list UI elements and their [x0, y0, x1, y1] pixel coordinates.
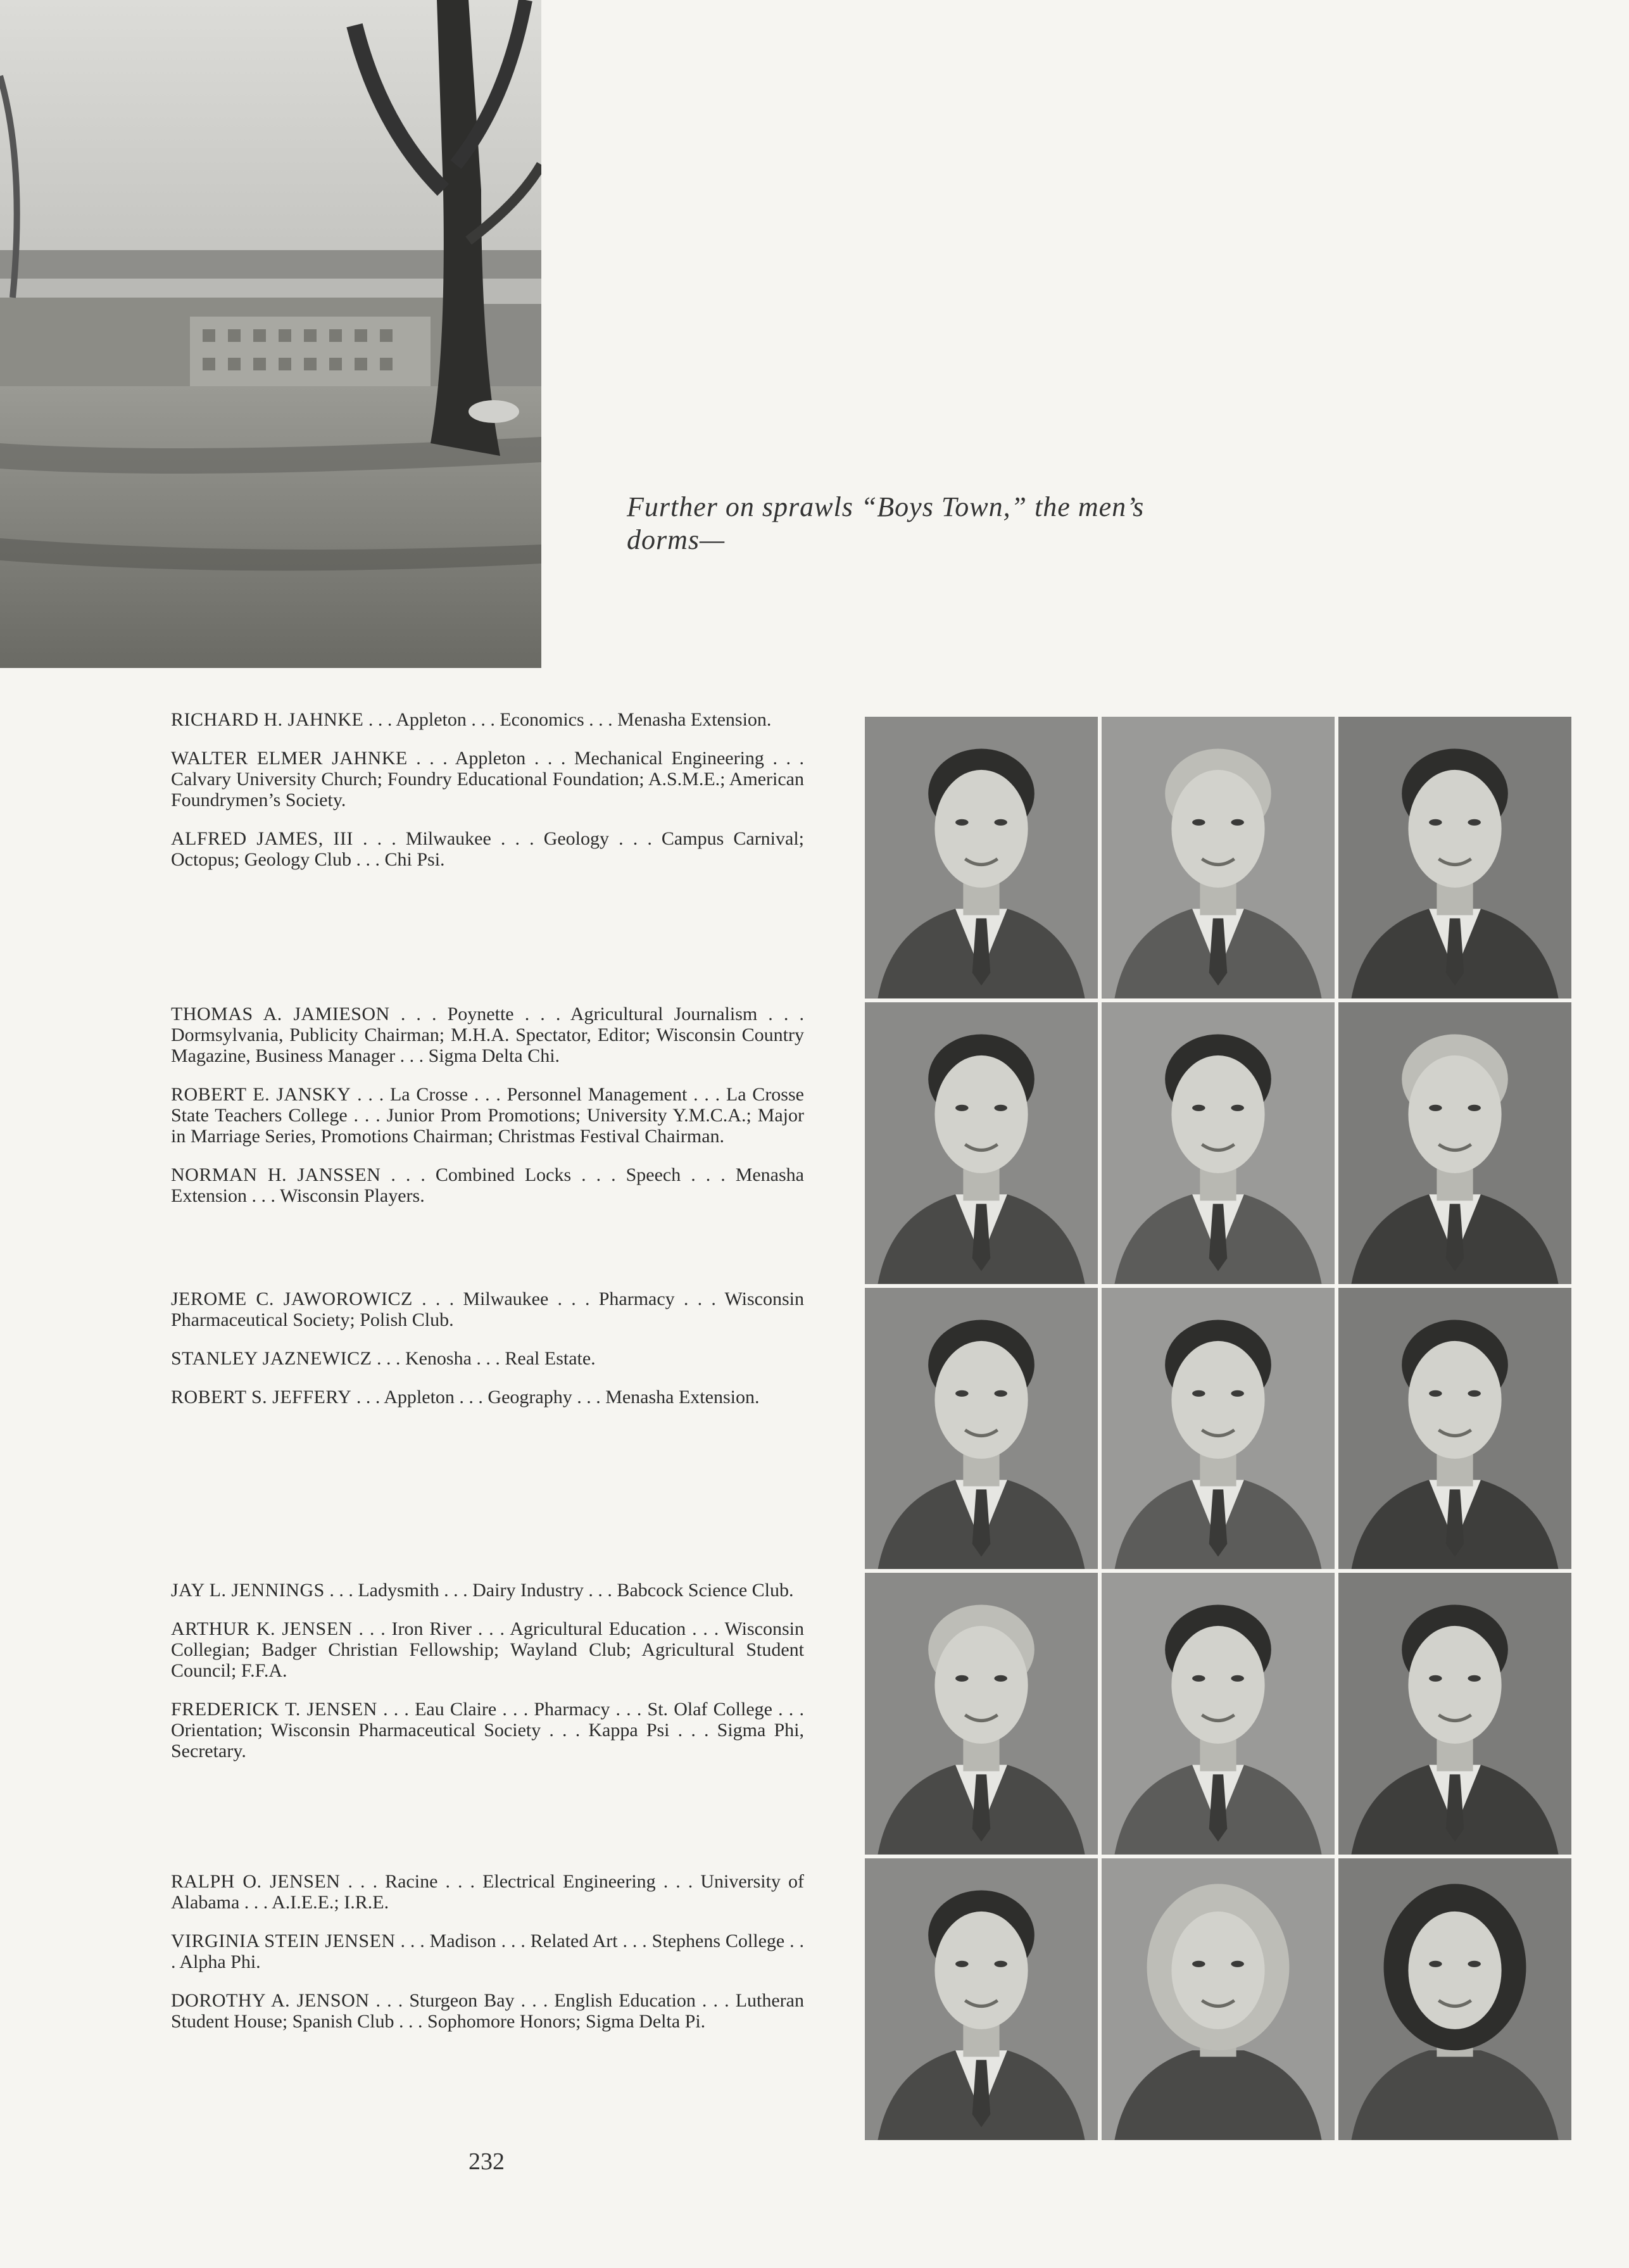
portrait-photo	[865, 1002, 1098, 1284]
student-entry	[171, 1004, 804, 1066]
student-entry	[171, 709, 804, 730]
portrait-photo	[1102, 1002, 1335, 1284]
student-portrait	[1338, 717, 1571, 999]
portrait-photo	[865, 1288, 1098, 1570]
student-portrait	[865, 1858, 1098, 2140]
student-portrait	[865, 1573, 1098, 1855]
student-entry	[171, 1084, 804, 1147]
student-entry	[171, 1931, 804, 1972]
student-name: STANLEY JAZNEWICZ	[171, 1348, 372, 1369]
portrait-photo	[1338, 1002, 1571, 1284]
portrait-photo	[865, 1858, 1098, 2140]
photo-caption: Further on sprawls “Boys Town,” the men’s dorms—	[627, 491, 1145, 555]
student-details: . . . Combined Locks . . . Speech . . . Menasha Extension . . . Wisconsin Players.	[171, 1164, 804, 1206]
campus-landscape-image	[0, 0, 541, 668]
student-entry	[171, 1871, 804, 1913]
student-portrait	[865, 1288, 1098, 1570]
student-entry	[171, 828, 804, 870]
portrait-photo	[865, 717, 1098, 999]
student-name: ROBERT E. JANSKY	[171, 1084, 351, 1105]
student-details: . . . Appleton . . . Geography . . . Menasha Extension.	[351, 1387, 760, 1408]
entry-group-3	[171, 1288, 804, 1425]
student-name: THOMAS A. JAMIESON	[171, 1004, 390, 1024]
student-details: . . . Appleton . . . Economics . . . Menasha Extension.	[363, 709, 772, 730]
campus-photo	[0, 0, 541, 668]
student-name: JEROME C. JAWOROWICZ	[171, 1288, 413, 1309]
student-details: . . . Ladysmith . . . Dairy Industry . . . Babcock Science Club.	[324, 1580, 794, 1601]
student-entry	[171, 1164, 804, 1206]
portrait-photo	[1102, 1288, 1335, 1570]
portrait-photo	[1338, 1573, 1571, 1855]
portrait-photo	[865, 1573, 1098, 1855]
student-details: . . . Poynette . . . Agricultural Journalism . . . Dormsylvania, Publicity Chairman; M.H.A. Spectator, Editor; Wisconsin Country Magazine, Business Manager . . . Sigma Delta Chi.	[171, 1004, 804, 1066]
page-number: 232	[469, 2148, 505, 2175]
student-name: RICHARD H. JAHNKE	[171, 709, 364, 730]
student-name: ALFRED JAMES, III	[171, 828, 353, 849]
student-portrait	[1338, 1858, 1571, 2140]
entry-group-5	[171, 1871, 804, 2050]
portrait-photo	[1338, 1858, 1571, 2140]
student-details: . . . Milwaukee . . . Geology . . . Campus Carnival; Octopus; Geology Club . . . Chi Psi.	[171, 828, 805, 870]
student-portrait	[1102, 717, 1335, 999]
student-portrait	[1338, 1002, 1571, 1284]
portrait-photo	[1338, 1288, 1571, 1570]
student-entry	[171, 1348, 804, 1369]
student-name: RALPH O. JENSEN	[171, 1871, 341, 1892]
portrait-grid	[865, 717, 1571, 2140]
student-portrait	[1102, 1002, 1335, 1284]
student-entry	[171, 1618, 804, 1681]
student-entry	[171, 1580, 804, 1601]
student-entry	[171, 1699, 804, 1761]
student-name: ROBERT S. JEFFERY	[171, 1387, 352, 1408]
student-details: . . . Milwaukee . . . Pharmacy . . . Wisconsin Pharmaceutical Society; Polish Club.	[171, 1288, 804, 1330]
student-entry	[171, 1288, 804, 1330]
student-entry	[171, 748, 804, 810]
student-portrait	[1338, 1288, 1571, 1570]
student-details: . . . Kenosha . . . Real Estate.	[372, 1348, 596, 1369]
student-details: . . . La Crosse . . . Personnel Management . . . La Crosse State Teachers College . . . Junior Prom Promotions; University Y.M.C.A.; Major in Marriage Series, Promotions Chairman; Christmas Festival Chairman.	[171, 1084, 804, 1147]
portrait-photo	[1102, 1858, 1335, 2140]
student-name: VIRGINIA STEIN JENSEN	[171, 1931, 396, 1951]
student-portrait	[865, 1002, 1098, 1284]
student-name: FREDERICK T. JENSEN	[171, 1699, 377, 1720]
student-name: ARTHUR K. JENSEN	[171, 1618, 353, 1639]
student-name: DOROTHY A. JENSON	[171, 1990, 370, 2011]
student-details: . . . Racine . . . Electrical Engineering . . . University of Alabama . . . A.I.E.E.; I.R.E.	[171, 1871, 805, 1913]
student-details: . . . Eau Claire . . . Pharmacy . . . St. Olaf College . . . Orientation; Wisconsin Pharmaceutical Society . . . Kappa Psi . . . Sigma Phi, Secretary.	[171, 1699, 804, 1761]
portrait-photo	[1102, 1573, 1335, 1855]
student-portrait	[865, 717, 1098, 999]
portrait-photo	[1338, 717, 1571, 999]
student-details: . . . Appleton . . . Mechanical Engineering . . . Calvary University Church; Foundry Educational Foundation; A.S.M.E.; American Foundrymen’s Society.	[171, 748, 804, 810]
student-portrait	[1338, 1573, 1571, 1855]
student-details: . . . Iron River . . . Agricultural Education . . . Wisconsin Collegian; Badger Christian Fellowship; Wayland Club; Agricultural Student Council; F.F.A.	[171, 1618, 805, 1681]
portrait-photo	[1102, 717, 1335, 999]
student-details: . . . Sturgeon Bay . . . English Education . . . Lutheran Student House; Spanish Club . . . Sophomore Honors; Sigma Delta Pi.	[171, 1990, 804, 2032]
student-portrait	[1102, 1573, 1335, 1855]
student-portrait	[1102, 1288, 1335, 1570]
student-name: JAY L. JENNINGS	[171, 1580, 325, 1601]
entry-group-2	[171, 1004, 804, 1224]
student-entry	[171, 1387, 804, 1408]
student-portrait	[1102, 1858, 1335, 2140]
entry-group-4	[171, 1580, 804, 1779]
student-entry	[171, 1990, 804, 2032]
student-name: WALTER ELMER JAHNKE	[171, 748, 408, 769]
student-name: NORMAN H. JANSSEN	[171, 1164, 381, 1185]
student-details: . . . Madison . . . Related Art . . . Stephens College . . . Alpha Phi.	[171, 1931, 804, 1972]
entry-group-1	[171, 709, 804, 888]
